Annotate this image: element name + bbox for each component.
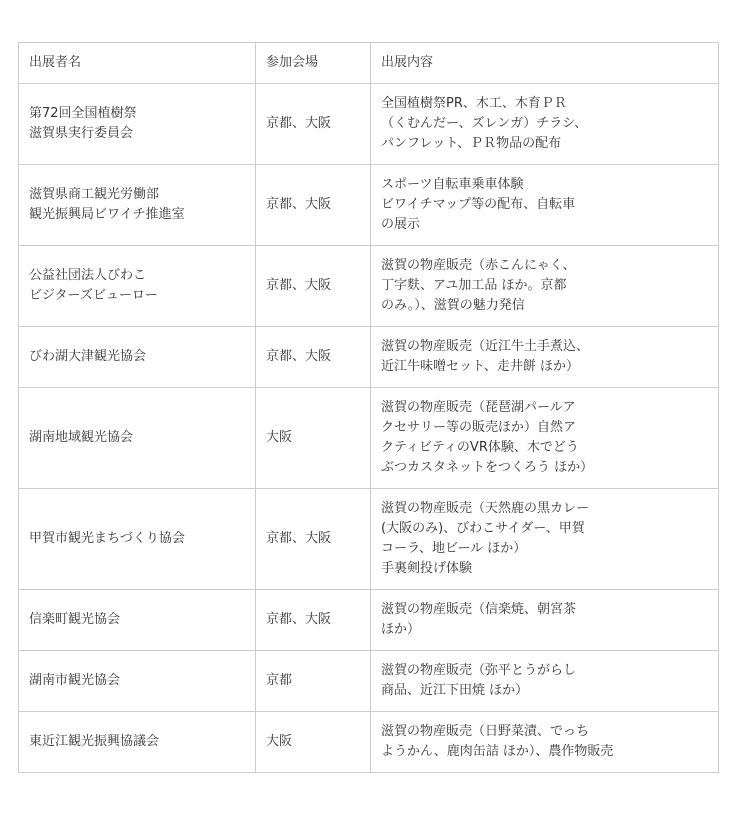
exhibitor-table [18,42,719,773]
venue-cell: 京都 [256,651,371,712]
exhibitor-cell: 甲賀市観光まちづくり協会 [19,489,256,590]
venue-cell: 大阪 [256,712,371,773]
header-content: 出展内容 [371,43,719,84]
table-row [19,489,719,590]
table-row [19,590,719,651]
venue-cell: 大阪 [256,388,371,489]
exhibitor-cell: びわ湖大津観光協会 [19,327,256,388]
venue-cell: 京都、大阪 [256,489,371,590]
exhibitor-cell: 第72回全国植樹祭 滋賀県実行委員会 [19,84,256,165]
venue-cell: 京都、大阪 [256,246,371,327]
exhibitor-table-container [18,42,718,773]
content-cell: 滋賀の物産販売（信楽焼、朝宮茶 ほか） [371,590,719,651]
table-header-row [19,43,719,84]
content-cell: 滋賀の物産販売（弥平とうがらし 商品、近江下田焼 ほか） [371,651,719,712]
header-exhibitor: 出展者名 [19,43,256,84]
content-cell: 滋賀の物産販売（赤こんにゃく、 丁字麩、アユ加工品 ほか。京都 のみ。）、滋賀の魅力発信 [371,246,719,327]
header-venue: 参加会場 [256,43,371,84]
exhibitor-cell: 東近江観光振興協議会 [19,712,256,773]
table-row [19,327,719,388]
venue-cell: 京都、大阪 [256,84,371,165]
table-row [19,651,719,712]
table-row [19,246,719,327]
content-cell: スポーツ自転車乗車体験 ビワイチマップ等の配布、自転車 の展示 [371,165,719,246]
content-cell: 滋賀の物産販売（近江牛土手煮込、 近江牛味噌セット、走井餅 ほか） [371,327,719,388]
venue-cell: 京都、大阪 [256,590,371,651]
exhibitor-cell: 公益社団法人びわこ ビジターズビューロー [19,246,256,327]
table-row [19,388,719,489]
venue-cell: 京都、大阪 [256,165,371,246]
table-row [19,712,719,773]
exhibitor-cell: 湖南地域観光協会 [19,388,256,489]
exhibitor-cell: 湖南市観光協会 [19,651,256,712]
exhibitor-cell: 滋賀県商工観光労働部 観光振興局ビワイチ推進室 [19,165,256,246]
content-cell: 滋賀の物産販売（天然鹿の黒カレー (大阪のみ)、びわこサイダー、甲賀 コーラ、地ビール ほか） 手裏剣投げ体験 [371,489,719,590]
table-row [19,84,719,165]
content-cell: 滋賀の物産販売（日野菜漬、でっち ようかん、鹿肉缶詰 ほか）、農作物販売 [371,712,719,773]
table-row [19,165,719,246]
venue-cell: 京都、大阪 [256,327,371,388]
exhibitor-cell: 信楽町観光協会 [19,590,256,651]
content-cell: 全国植樹祭PR、木工、木育ＰＲ （くむんだー、ズレンガ）チラシ、 パンフレット、ＰＲ物品の配布 [371,84,719,165]
content-cell: 滋賀の物産販売（琵琶湖パールア クセサリー等の販売ほか）自然ア クティビティのVR体験、木でどう ぶつカスタネットをつくろう ほか） [371,388,719,489]
